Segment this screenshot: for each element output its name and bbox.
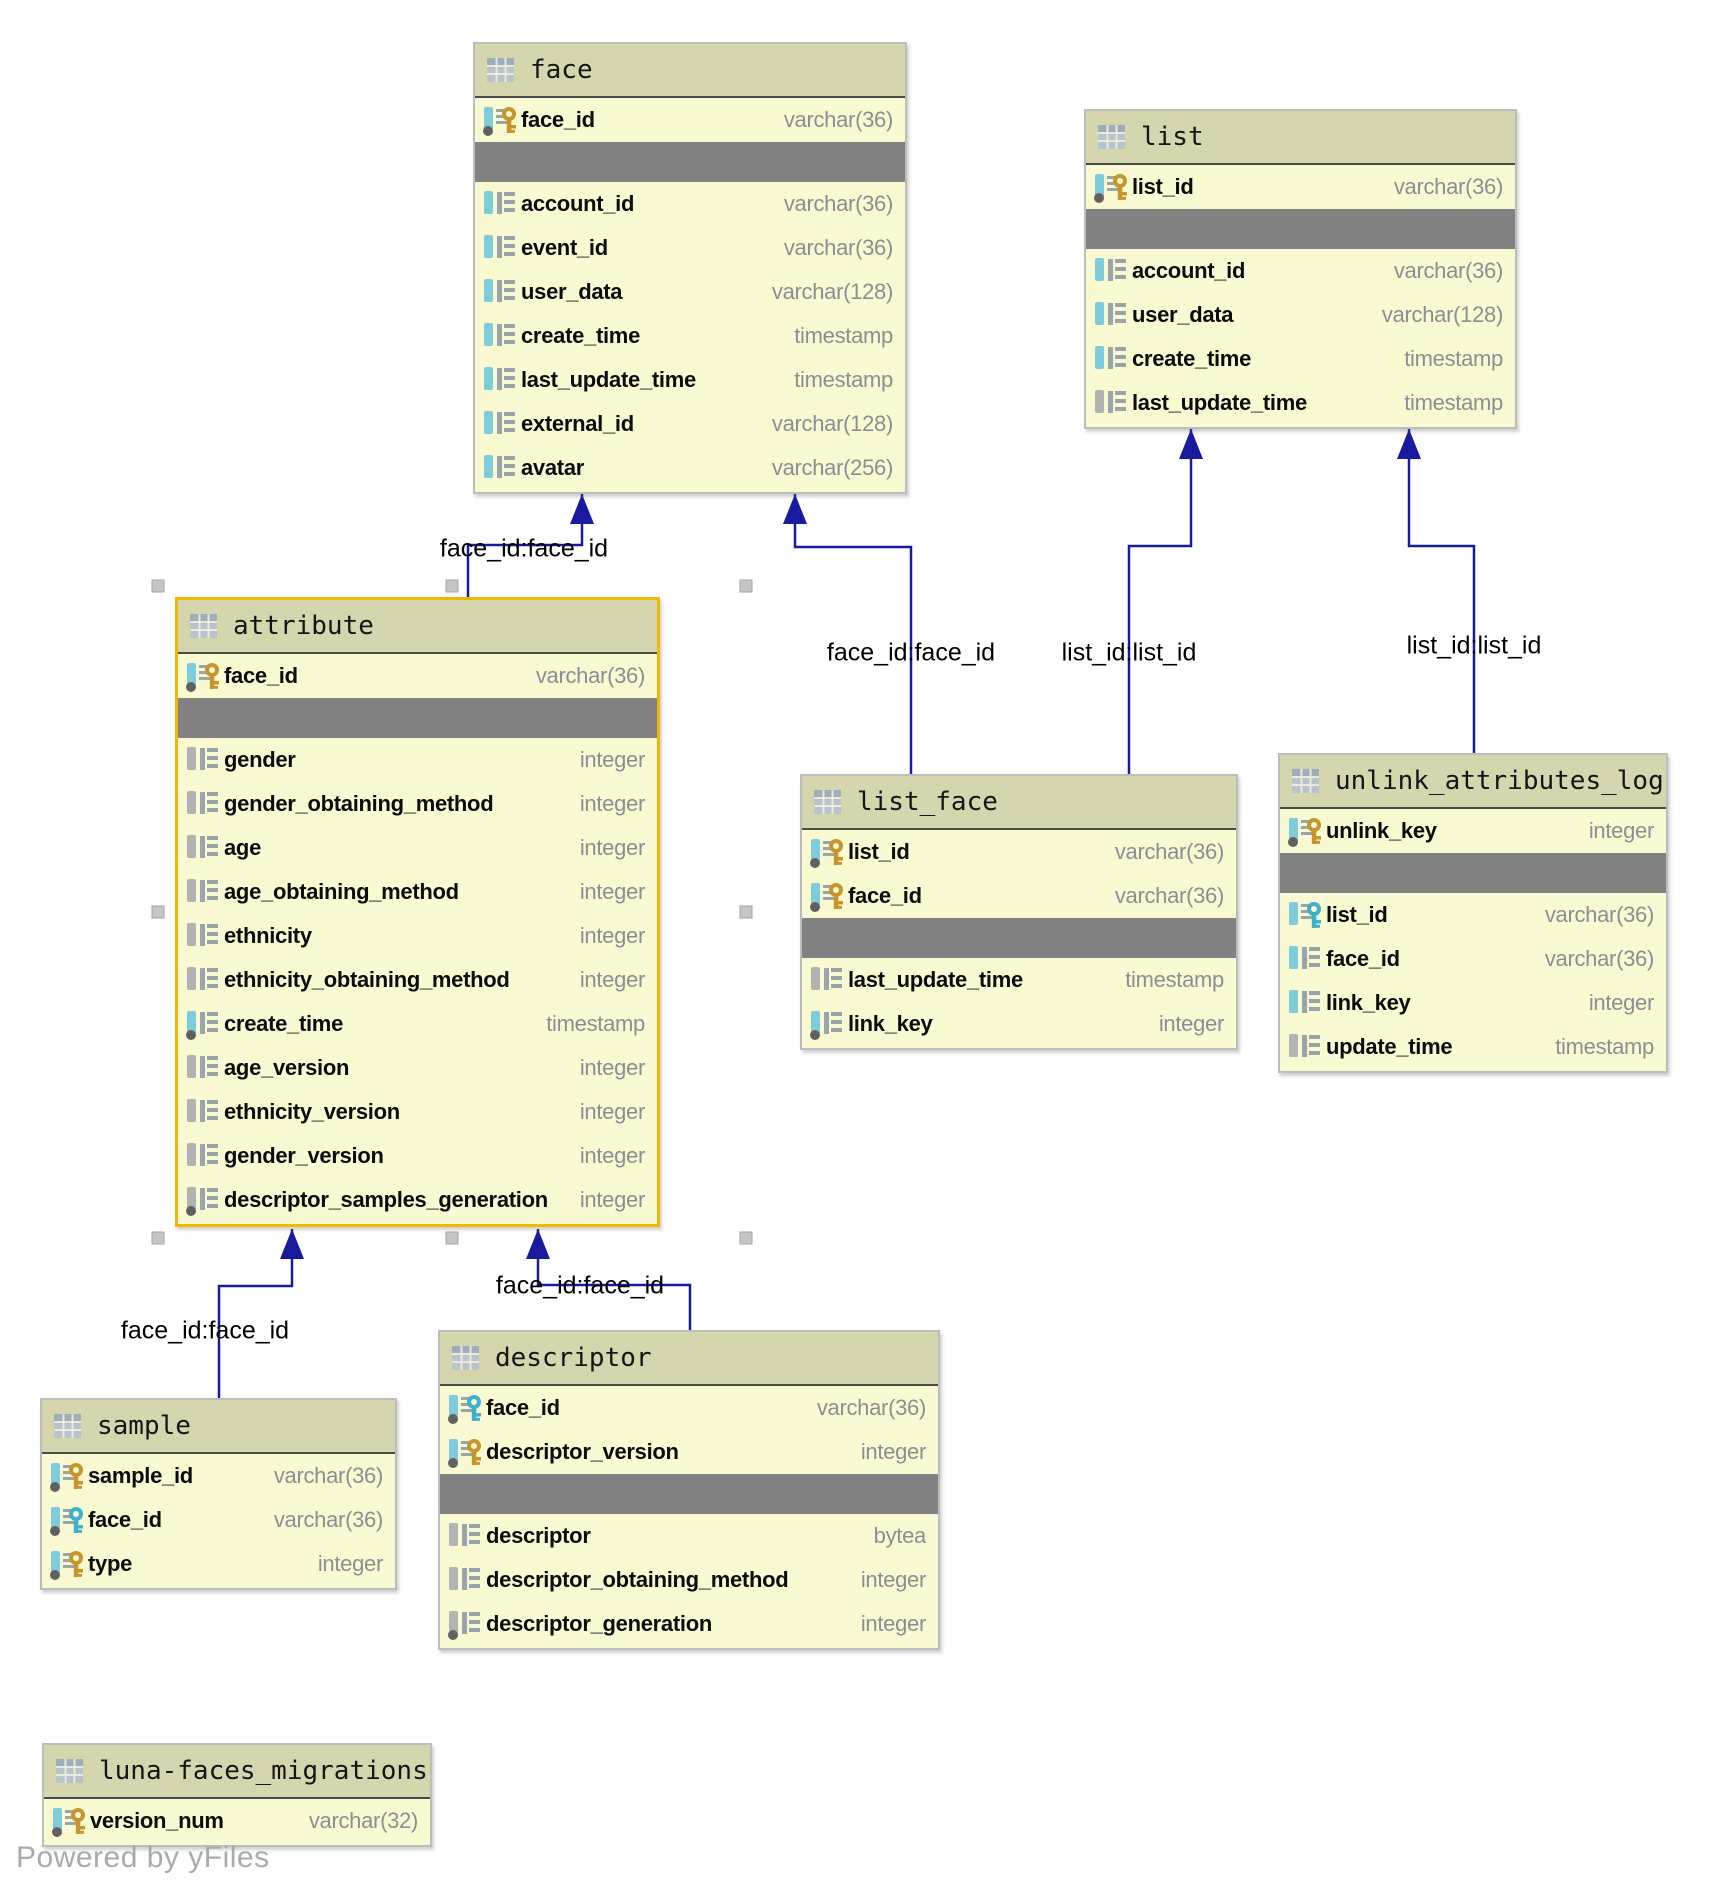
column-name: face_id bbox=[486, 1395, 560, 1420]
column-icon bbox=[186, 1184, 224, 1216]
column-type: timestamp bbox=[1555, 1034, 1654, 1059]
primary-foreign-key-icon bbox=[448, 1392, 486, 1424]
table-icon bbox=[53, 1413, 83, 1440]
column-name: age_version bbox=[224, 1055, 350, 1080]
column-type: varchar(256) bbox=[771, 455, 893, 480]
arrowhead-icon bbox=[570, 494, 594, 524]
column-icon bbox=[186, 1052, 224, 1084]
column-version_num bbox=[44, 1799, 430, 1843]
table-title: face bbox=[530, 55, 593, 85]
column-name: user_data bbox=[521, 279, 623, 304]
column-icon bbox=[1288, 987, 1326, 1019]
column-user_data bbox=[1086, 293, 1515, 337]
column-name: list_id bbox=[1326, 902, 1388, 927]
column-type: integer bbox=[317, 1551, 383, 1576]
selection-handle[interactable] bbox=[740, 580, 753, 593]
column-type: integer bbox=[860, 1611, 926, 1636]
column-ethnicity bbox=[178, 914, 657, 958]
column-age_obtaining_method bbox=[178, 870, 657, 914]
column-gender_version bbox=[178, 1134, 657, 1178]
table-header[interactable] bbox=[475, 44, 905, 98]
column-type: integer bbox=[1588, 818, 1654, 843]
column-type: varchar(36) bbox=[273, 1463, 383, 1488]
column-icon bbox=[186, 744, 224, 776]
column-icon bbox=[448, 1564, 486, 1596]
column-name: list_id bbox=[1132, 174, 1194, 199]
column-icon bbox=[186, 876, 224, 908]
column-type: varchar(128) bbox=[771, 279, 893, 304]
column-icon bbox=[1094, 387, 1132, 419]
column-unlink_key bbox=[1280, 809, 1666, 853]
column-type: varchar(36) bbox=[1114, 883, 1224, 908]
table-icon bbox=[189, 613, 219, 640]
column-name: ethnicity bbox=[224, 923, 312, 948]
column-name: descriptor_obtaining_method bbox=[486, 1567, 789, 1592]
selection-handle[interactable] bbox=[446, 580, 459, 593]
column-type: varchar(36) bbox=[1393, 174, 1503, 199]
column-type: varchar(36) bbox=[1544, 902, 1654, 927]
column-name: last_update_time bbox=[848, 967, 1023, 992]
arrowhead-icon bbox=[526, 1229, 550, 1259]
primary-key-icon bbox=[50, 1460, 88, 1492]
primary-foreign-key-icon bbox=[50, 1504, 88, 1536]
column-icon bbox=[1288, 1031, 1326, 1063]
column-icon bbox=[448, 1608, 486, 1640]
table-header[interactable] bbox=[440, 1332, 938, 1386]
edge-unlink_attributes_log-list[interactable] bbox=[1397, 429, 1474, 753]
column-type: timestamp bbox=[794, 367, 893, 392]
column-type: varchar(36) bbox=[783, 107, 893, 132]
table-unlink_attributes_log[interactable] bbox=[1278, 753, 1668, 1073]
primary-key-icon bbox=[448, 1436, 486, 1468]
column-name: age bbox=[224, 835, 262, 860]
column-separator bbox=[475, 142, 905, 182]
column-icon bbox=[483, 452, 521, 484]
column-name: external_id bbox=[521, 411, 634, 436]
column-ethnicity_obtaining_method bbox=[178, 958, 657, 1002]
column-icon bbox=[186, 832, 224, 864]
column-type: integer bbox=[860, 1567, 926, 1592]
column-type: varchar(36) bbox=[1544, 946, 1654, 971]
column-separator bbox=[1280, 853, 1666, 893]
column-type: varchar(36) bbox=[816, 1395, 926, 1420]
column-update_time bbox=[1280, 1025, 1666, 1069]
selection-handle[interactable] bbox=[152, 580, 165, 593]
column-icon bbox=[483, 320, 521, 352]
column-name: user_data bbox=[1132, 302, 1234, 327]
column-type: integer bbox=[579, 1143, 645, 1168]
primary-key-icon bbox=[1094, 171, 1132, 203]
column-type: integer bbox=[579, 967, 645, 992]
arrowhead-icon bbox=[783, 494, 807, 524]
column-name: face_id bbox=[1326, 946, 1400, 971]
column-type: integer bbox=[579, 791, 645, 816]
column-ethnicity_version bbox=[178, 1090, 657, 1134]
column-type: varchar(32) bbox=[308, 1808, 418, 1833]
column-name: link_key bbox=[848, 1011, 933, 1036]
table-header[interactable] bbox=[802, 776, 1236, 830]
column-last_update_time bbox=[802, 958, 1236, 1002]
column-type: integer bbox=[579, 923, 645, 948]
column-icon bbox=[483, 364, 521, 396]
column-icon bbox=[186, 788, 224, 820]
column-type: timestamp bbox=[546, 1011, 645, 1036]
column-name: gender bbox=[224, 747, 296, 772]
arrowhead-icon bbox=[1397, 429, 1421, 459]
table-grid-glyph bbox=[451, 1345, 481, 1372]
column-icon bbox=[1094, 299, 1132, 331]
table-title: sample bbox=[97, 1411, 191, 1441]
column-list_id bbox=[802, 830, 1236, 874]
column-event_id bbox=[475, 226, 905, 270]
column-gender_obtaining_method bbox=[178, 782, 657, 826]
powered-by-yfiles-label: Powered by yFiles bbox=[16, 1841, 270, 1874]
column-icon bbox=[483, 232, 521, 264]
column-type: timestamp bbox=[1404, 390, 1503, 415]
edge-sample-attribute[interactable] bbox=[219, 1229, 304, 1398]
column-icon bbox=[483, 188, 521, 220]
table-grid-glyph bbox=[55, 1758, 85, 1785]
table-grid-glyph bbox=[813, 789, 843, 816]
column-descriptor_version bbox=[440, 1430, 938, 1474]
table-grid-glyph bbox=[53, 1413, 83, 1440]
column-type: integer bbox=[860, 1439, 926, 1464]
column-name: event_id bbox=[521, 235, 608, 260]
column-name: update_time bbox=[1326, 1034, 1453, 1059]
column-type: timestamp bbox=[1125, 967, 1224, 992]
column-face_id bbox=[802, 874, 1236, 918]
column-age bbox=[178, 826, 657, 870]
table-title: attribute bbox=[233, 611, 374, 641]
column-icon bbox=[483, 276, 521, 308]
table-icon bbox=[1291, 768, 1321, 795]
table-luna-faces_migrations[interactable] bbox=[42, 1743, 432, 1847]
column-type: integer bbox=[579, 747, 645, 772]
table-list[interactable] bbox=[1084, 109, 1517, 429]
column-type: varchar(36) bbox=[783, 191, 893, 216]
column-type: integer bbox=[579, 1099, 645, 1124]
column-name: type bbox=[88, 1551, 133, 1576]
table-attribute[interactable] bbox=[175, 597, 660, 1227]
table-grid-glyph bbox=[486, 57, 516, 84]
column-icon bbox=[810, 964, 848, 996]
column-type: varchar(36) bbox=[783, 235, 893, 260]
primary-key-icon bbox=[52, 1805, 90, 1837]
edge-label-list_face-face[interactable]: face_id:face_id bbox=[826, 638, 996, 667]
column-type: integer bbox=[579, 1055, 645, 1080]
column-separator bbox=[1086, 209, 1515, 249]
column-type: integer bbox=[1158, 1011, 1224, 1036]
column-link_key bbox=[802, 1002, 1236, 1046]
column-age_version bbox=[178, 1046, 657, 1090]
column-name: create_time bbox=[224, 1011, 343, 1036]
column-icon bbox=[186, 964, 224, 996]
column-face_id bbox=[475, 98, 905, 142]
table-face[interactable] bbox=[473, 42, 907, 494]
column-last_update_time bbox=[1086, 381, 1515, 425]
column-icon bbox=[810, 1008, 848, 1040]
table-title: list bbox=[1141, 122, 1204, 152]
column-name: descriptor bbox=[486, 1523, 591, 1548]
table-title: descriptor bbox=[495, 1343, 652, 1373]
table-icon bbox=[55, 1758, 85, 1785]
table-icon bbox=[486, 57, 516, 84]
edge-label-list_face-list[interactable]: list_id:list_id bbox=[1061, 638, 1197, 667]
column-name: unlink_key bbox=[1326, 818, 1437, 843]
table-title: unlink_attributes_log bbox=[1335, 766, 1664, 796]
column-name: list_id bbox=[848, 839, 910, 864]
table-icon bbox=[813, 789, 843, 816]
edge-label-sample-attribute[interactable]: face_id:face_id bbox=[120, 1316, 290, 1345]
column-type: varchar(128) bbox=[771, 411, 893, 436]
column-icon bbox=[1094, 343, 1132, 375]
table-list_face[interactable] bbox=[800, 774, 1238, 1050]
column-name: create_time bbox=[521, 323, 640, 348]
column-icon bbox=[483, 408, 521, 440]
column-icon bbox=[186, 920, 224, 952]
column-name: ethnicity_version bbox=[224, 1099, 400, 1124]
column-name: age_obtaining_method bbox=[224, 879, 459, 904]
column-type: integer bbox=[579, 879, 645, 904]
column-account_id bbox=[475, 182, 905, 226]
primary-key-icon bbox=[186, 660, 224, 692]
column-link_key bbox=[1280, 981, 1666, 1025]
column-separator bbox=[440, 1474, 938, 1514]
column-name: account_id bbox=[521, 191, 635, 216]
column-type bbox=[42, 1542, 395, 1586]
column-face_id bbox=[1280, 937, 1666, 981]
table-header[interactable] bbox=[1280, 755, 1666, 809]
column-name: create_time bbox=[1132, 346, 1251, 371]
column-name: last_update_time bbox=[1132, 390, 1307, 415]
column-avatar bbox=[475, 446, 905, 490]
column-name: gender_obtaining_method bbox=[224, 791, 494, 816]
primary-key-icon bbox=[483, 104, 521, 136]
table-header[interactable] bbox=[1086, 111, 1515, 165]
column-name: face_id bbox=[521, 107, 595, 132]
table-grid-glyph bbox=[189, 613, 219, 640]
table-header[interactable] bbox=[178, 600, 657, 654]
column-descriptor_generation bbox=[440, 1602, 938, 1646]
column-create_time bbox=[178, 1002, 657, 1046]
column-type: varchar(36) bbox=[1114, 839, 1224, 864]
column-icon bbox=[448, 1520, 486, 1552]
selection-handle[interactable] bbox=[740, 1232, 753, 1245]
arrowhead-icon bbox=[280, 1229, 304, 1259]
column-name: descriptor_samples_generation bbox=[224, 1187, 548, 1212]
column-icon bbox=[186, 1140, 224, 1172]
column-create_time bbox=[475, 314, 905, 358]
table-grid-glyph bbox=[1291, 768, 1321, 795]
column-external_id bbox=[475, 402, 905, 446]
column-type: bytea bbox=[873, 1523, 926, 1548]
column-type: integer bbox=[579, 835, 645, 860]
table-sample[interactable] bbox=[40, 1398, 397, 1590]
foreign-key-icon bbox=[1288, 899, 1326, 931]
column-name: descriptor_version bbox=[486, 1439, 679, 1464]
table-icon bbox=[451, 1345, 481, 1372]
column-account_id bbox=[1086, 249, 1515, 293]
edge-list_face-list[interactable] bbox=[1129, 429, 1203, 774]
column-type: varchar(128) bbox=[1381, 302, 1503, 327]
table-descriptor[interactable] bbox=[438, 1330, 940, 1650]
column-icon bbox=[186, 1096, 224, 1128]
selection-handle[interactable] bbox=[152, 1232, 165, 1245]
column-separator bbox=[178, 698, 657, 738]
column-name: face_id bbox=[224, 663, 298, 688]
column-sample_id bbox=[42, 1454, 395, 1498]
column-type: integer bbox=[579, 1187, 645, 1212]
column-separator bbox=[802, 918, 1236, 958]
column-face_id bbox=[42, 1498, 395, 1542]
column-descriptor bbox=[440, 1514, 938, 1558]
column-icon bbox=[1094, 255, 1132, 287]
column-face_id bbox=[178, 654, 657, 698]
column-name: face_id bbox=[88, 1507, 162, 1532]
column-list_id bbox=[1280, 893, 1666, 937]
edge-line[interactable] bbox=[219, 1229, 292, 1398]
edge-label-descriptor-attribute[interactable]: face_id:face_id bbox=[495, 1271, 665, 1300]
edge-list_face-face[interactable] bbox=[783, 494, 911, 774]
edge-line[interactable] bbox=[1129, 429, 1191, 774]
column-name: descriptor_generation bbox=[486, 1611, 712, 1636]
column-name: gender_version bbox=[224, 1143, 384, 1168]
column-name: sample_id bbox=[88, 1463, 193, 1488]
arrowhead-icon bbox=[1179, 429, 1203, 459]
column-type: varchar(36) bbox=[535, 663, 645, 688]
edge-line[interactable] bbox=[795, 494, 911, 774]
column-icon bbox=[186, 1008, 224, 1040]
column-name: account_id bbox=[1132, 258, 1246, 283]
column-list_id bbox=[1086, 165, 1515, 209]
table-grid-glyph bbox=[1097, 124, 1127, 151]
primary-key-icon bbox=[810, 836, 848, 868]
column-type: timestamp bbox=[1404, 346, 1503, 371]
edge-label-attribute-face[interactable]: face_id:face_id bbox=[439, 534, 609, 563]
column-name: last_update_time bbox=[521, 367, 696, 392]
selection-handle[interactable] bbox=[446, 1232, 459, 1245]
column-descriptor_samples_generation bbox=[178, 1178, 657, 1222]
primary-key-icon bbox=[50, 1548, 88, 1580]
column-last_update_time bbox=[475, 358, 905, 402]
column-name: ethnicity_obtaining_method bbox=[224, 967, 510, 992]
column-type: varchar(36) bbox=[1393, 258, 1503, 283]
table-header[interactable] bbox=[42, 1400, 395, 1454]
column-gender bbox=[178, 738, 657, 782]
table-icon bbox=[1097, 124, 1127, 151]
column-user_data bbox=[475, 270, 905, 314]
selection-handle[interactable] bbox=[152, 906, 165, 919]
table-title: luna-faces_migrations bbox=[99, 1756, 428, 1786]
column-icon bbox=[1288, 943, 1326, 975]
column-type: varchar(36) bbox=[273, 1507, 383, 1532]
column-descriptor_obtaining_method bbox=[440, 1558, 938, 1602]
edge-label-unlink_attributes_log-list[interactable]: list_id:list_id bbox=[1406, 631, 1542, 660]
column-name: face_id bbox=[848, 883, 922, 908]
column-face_id bbox=[440, 1386, 938, 1430]
edge-line[interactable] bbox=[1409, 429, 1474, 753]
column-name: version_num bbox=[90, 1808, 224, 1833]
primary-key-icon bbox=[810, 880, 848, 912]
table-title: list_face bbox=[857, 787, 998, 817]
primary-key-icon bbox=[1288, 815, 1326, 847]
column-type: timestamp bbox=[794, 323, 893, 348]
table-header[interactable] bbox=[44, 1745, 430, 1799]
column-type: integer bbox=[1588, 990, 1654, 1015]
selection-handle[interactable] bbox=[740, 906, 753, 919]
column-name: avatar bbox=[521, 455, 585, 480]
column-name: link_key bbox=[1326, 990, 1411, 1015]
column-create_time bbox=[1086, 337, 1515, 381]
